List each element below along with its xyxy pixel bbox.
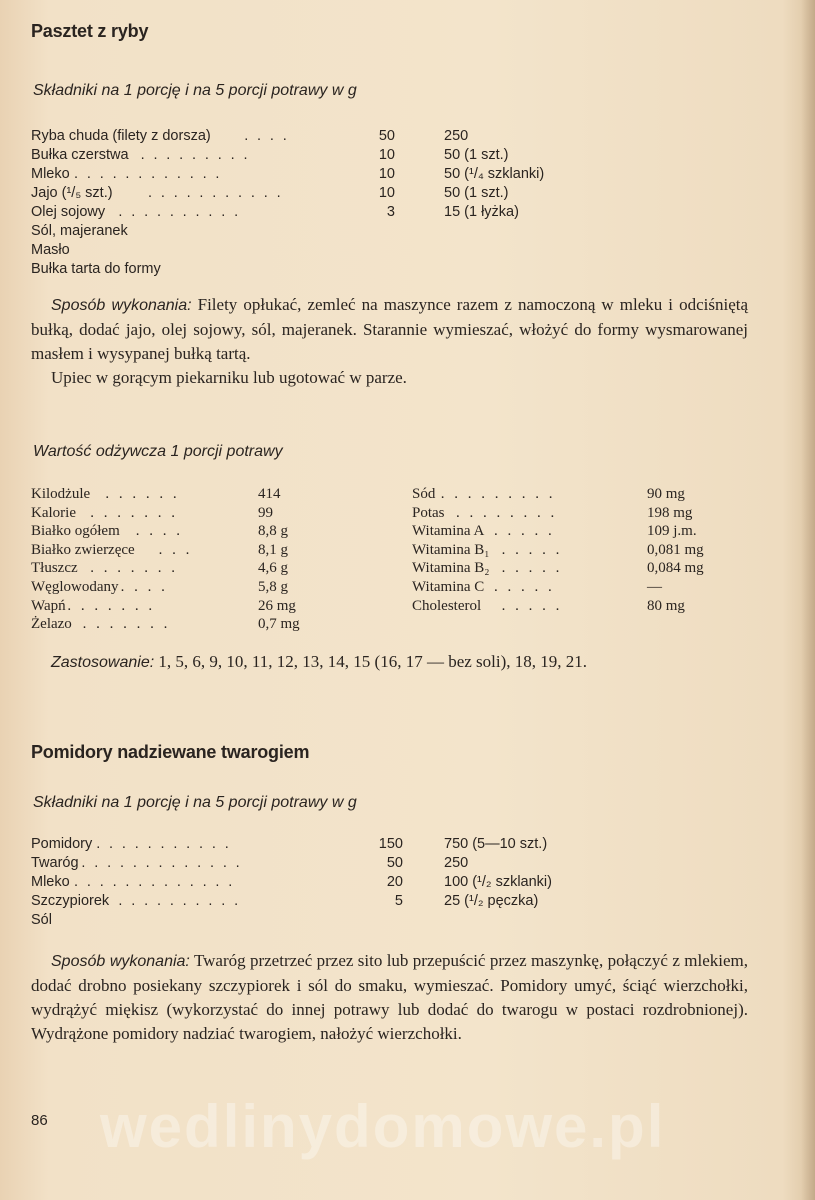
page-edge-shadow <box>801 0 815 1200</box>
ingredient-name: Szczypiorek <box>31 893 110 909</box>
amount-1-portion: 5 <box>394 893 403 909</box>
nutrient-name: Węglowodany <box>31 578 119 595</box>
nutrition-row <box>31 522 341 541</box>
method-text-2: Upiec w gorącym piekarniku lub ugotować w parze. <box>51 368 407 387</box>
ingredient-name: Olej sojowy <box>31 204 106 220</box>
nutrient-name: Wapń <box>31 597 66 614</box>
ingredient-name: Sól, majeranek <box>31 223 128 239</box>
recipe1-usage <box>31 650 748 675</box>
usage-label: Zastosowanie: <box>51 654 155 671</box>
nutrient-name: Żelazo <box>31 616 72 633</box>
ingredient-row <box>31 241 631 260</box>
nutrient-value: — <box>647 578 662 595</box>
leader-dots: . . . . . <box>494 523 555 540</box>
amount-5-portions: 50 (1 szt.) <box>444 185 509 201</box>
leader-dots: . . . . . . <box>105 486 180 502</box>
nutrition-row <box>31 615 341 634</box>
ingredient-name: Bułka tarta do formy <box>31 261 161 277</box>
ingredient-row <box>31 854 631 873</box>
ingredient-row <box>31 835 631 854</box>
amount-1-portion: 150 <box>378 836 403 852</box>
ingredient-row <box>31 222 631 241</box>
leader-dots: . . . . . . . <box>67 597 156 614</box>
nutrient-name: Białko ogółem <box>31 523 120 540</box>
leader-dots: . . . . . <box>501 541 563 558</box>
method-label: Sposób wykonania: <box>51 953 190 970</box>
method-text: Twaróg przetrzeć przez sito lub przepuścić przez maszynkę, połączyć z mlekiem, dodać drobno posiekany szczypiorek i sól do smaku, wymieszać. Pomidory umyć, ściąć wierzchołki, wydrążyć miękisz (wykorzystać do innej potrawy lub dodać do twarogu w postaci rozdrobnionej). Wydrążone pomidory nadziać twarogiem, nałożyć wierzchołki. <box>31 951 748 1043</box>
ingredient-name: Masło <box>31 242 70 258</box>
amount-1-portion: 3 <box>386 204 395 220</box>
leader-dots: . . . . . . . <box>90 504 178 521</box>
nutrient-value: 4,6 g <box>258 560 288 577</box>
nutrition-row <box>412 504 742 523</box>
leader-dots: . . . . . <box>494 578 555 595</box>
leader-dots: . . . . . . . . . . <box>118 893 241 909</box>
nutrient-name: Witamina A <box>412 523 485 540</box>
nutrition-row <box>412 597 742 616</box>
amount-5-portions: 100 (¹/₂ szklanki) <box>444 874 552 890</box>
recipe1-ingredients-subtitle: Składniki na 1 porcję i na 5 porcji potrawy w g <box>33 82 357 99</box>
leader-dots: . . . . <box>244 128 290 144</box>
leader-dots: . . . . . <box>501 560 563 577</box>
nutrient-value: 5,8 g <box>258 578 288 595</box>
nutrient-value: 8,1 g <box>258 541 288 558</box>
leader-dots: . . . . . . . . . . . . . <box>81 855 243 871</box>
nutrient-name: Witamina B₁ <box>412 541 490 558</box>
nutrient-name: Kilodżule <box>31 486 91 502</box>
leader-dots: . . . . . . . . . <box>140 147 250 163</box>
ingredient-name: Ryba chuda (filety z dorsza) <box>31 128 211 144</box>
amount-1-portion: 10 <box>378 147 395 163</box>
leader-dots: . . . . . . . <box>90 560 178 577</box>
amount-1-portion: 50 <box>378 128 395 144</box>
nutrient-value: 26 mg <box>258 597 296 614</box>
nutrition-right-column <box>412 485 742 620</box>
nutrient-value: 414 <box>258 486 281 502</box>
nutrient-name: Cholesterol <box>412 597 482 614</box>
leader-dots: . . . <box>158 541 193 558</box>
nutrient-value: 0,7 mg <box>258 616 300 633</box>
nutrition-row <box>31 559 341 578</box>
recipe1-title: Pasztet z ryby <box>31 21 149 41</box>
ingredient-name: Sól <box>31 912 52 928</box>
nutrient-name: Tłuszcz <box>31 560 78 577</box>
nutrition-row <box>31 504 341 523</box>
ingredient-row <box>31 165 631 184</box>
amount-5-portions: 250 <box>444 855 469 871</box>
leader-dots: . . . . . . . . . . . <box>96 836 232 852</box>
recipe1-ingredient-list <box>31 127 631 279</box>
nutrient-name: Kalorie <box>31 504 76 521</box>
leader-dots: . . . . . . . . . . <box>118 204 241 220</box>
method-label: Sposób wykonania: <box>51 297 192 314</box>
nutrient-name: Białko zwierzęce <box>31 541 135 558</box>
amount-1-portion: 10 <box>378 166 395 182</box>
ingredient-name: Twaróg <box>31 855 79 871</box>
leader-dots: . . . . . . . . . <box>440 486 556 502</box>
watermark: wedlinydomowe.pl <box>100 1093 666 1160</box>
nutrient-name: Potas <box>412 504 445 521</box>
nutrition-row <box>412 559 742 578</box>
ingredient-name: Mleko <box>31 166 70 182</box>
recipe2-method <box>31 949 748 1046</box>
amount-5-portions: 50 (¹/₄ szklanki) <box>444 166 545 182</box>
nutrient-value: 99 <box>258 504 273 521</box>
leader-dots: . . . . . . . . . . . . <box>74 166 222 182</box>
nutrient-value: 109 j.m. <box>647 523 697 540</box>
amount-1-portion: 10 <box>378 185 395 201</box>
nutrition-row <box>412 522 742 541</box>
leader-dots: . . . . . <box>501 597 563 614</box>
leader-dots: . . . . <box>135 523 184 540</box>
nutrition-row <box>31 541 341 560</box>
ingredient-row <box>31 146 631 165</box>
page-number: 86 <box>31 1112 48 1129</box>
nutrition-row <box>31 597 341 616</box>
ingredient-name: Pomidory <box>31 836 93 852</box>
amount-5-portions: 50 (1 szt.) <box>444 147 509 163</box>
ingredient-row <box>31 892 631 911</box>
nutrition-row <box>412 541 742 560</box>
nutrient-value: 80 mg <box>647 597 685 614</box>
nutrition-left-column <box>31 485 341 635</box>
recipe2-ingredient-list <box>31 835 631 930</box>
ingredient-name: Jajo (¹/₅ szt.) <box>31 185 113 201</box>
recipe1-nutrition-title: Wartość odżywcza 1 porcji potrawy <box>33 443 283 460</box>
nutrition-row <box>31 578 341 597</box>
ingredient-row <box>31 184 631 203</box>
ingredient-row <box>31 873 631 892</box>
amount-1-portion: 20 <box>386 874 403 890</box>
nutrition-row <box>31 485 341 504</box>
leader-dots: . . . . . . . . . . . <box>148 185 283 201</box>
amount-5-portions: 750 (5—10 szt.) <box>444 836 548 852</box>
usage-text: 1, 5, 6, 9, 10, 11, 12, 13, 14, 15 (16, 17 — bez soli), 18, 19, 21. <box>158 652 588 671</box>
nutrient-name: Witamina B₂ <box>412 560 490 577</box>
leader-dots: . . . . . . . <box>82 616 171 633</box>
ingredient-row <box>31 260 631 279</box>
nutrient-value: 90 mg <box>647 486 685 502</box>
leader-dots: . . . . . . . . <box>456 504 558 521</box>
amount-1-portion: 50 <box>386 855 403 871</box>
ingredient-row <box>31 911 631 930</box>
ingredient-name: Mleko <box>31 874 70 890</box>
nutrient-name: Sód <box>412 486 436 502</box>
recipe2-ingredients-subtitle: Składniki na 1 porcję i na 5 porcji potrawy w g <box>33 794 357 811</box>
nutrient-value: 0,084 mg <box>647 560 704 577</box>
nutrient-value: 8,8 g <box>258 523 288 540</box>
nutrition-row <box>412 578 742 597</box>
ingredient-row <box>31 203 631 222</box>
recipe1-method <box>31 293 748 390</box>
amount-5-portions: 250 <box>444 128 469 144</box>
leader-dots: . . . . <box>120 578 168 595</box>
leader-dots: . . . . . . . . . . . . . <box>74 874 235 890</box>
ingredient-row <box>31 127 631 146</box>
nutrient-name: Witamina C <box>412 578 485 595</box>
ingredient-name: Bułka czerstwa <box>31 147 129 163</box>
amount-5-portions: 15 (1 łyżka) <box>444 204 519 220</box>
recipe2-title: Pomidory nadziewane twarogiem <box>31 742 310 762</box>
amount-5-portions: 25 (¹/₂ pęczka) <box>444 893 539 909</box>
method-text: Filety opłukać, zemleć na maszynce razem z namoczoną w mleku i odciśniętą bułką, dodać jajo, olej sojowy, sól, majeranek. Starannie wymieszać, włożyć do formy wysmarowanej masłem i wysypanej bułką tartą. <box>31 295 749 363</box>
nutrition-row <box>412 485 742 504</box>
nutrient-value: 0,081 mg <box>647 541 704 558</box>
nutrient-value: 198 mg <box>647 504 693 521</box>
